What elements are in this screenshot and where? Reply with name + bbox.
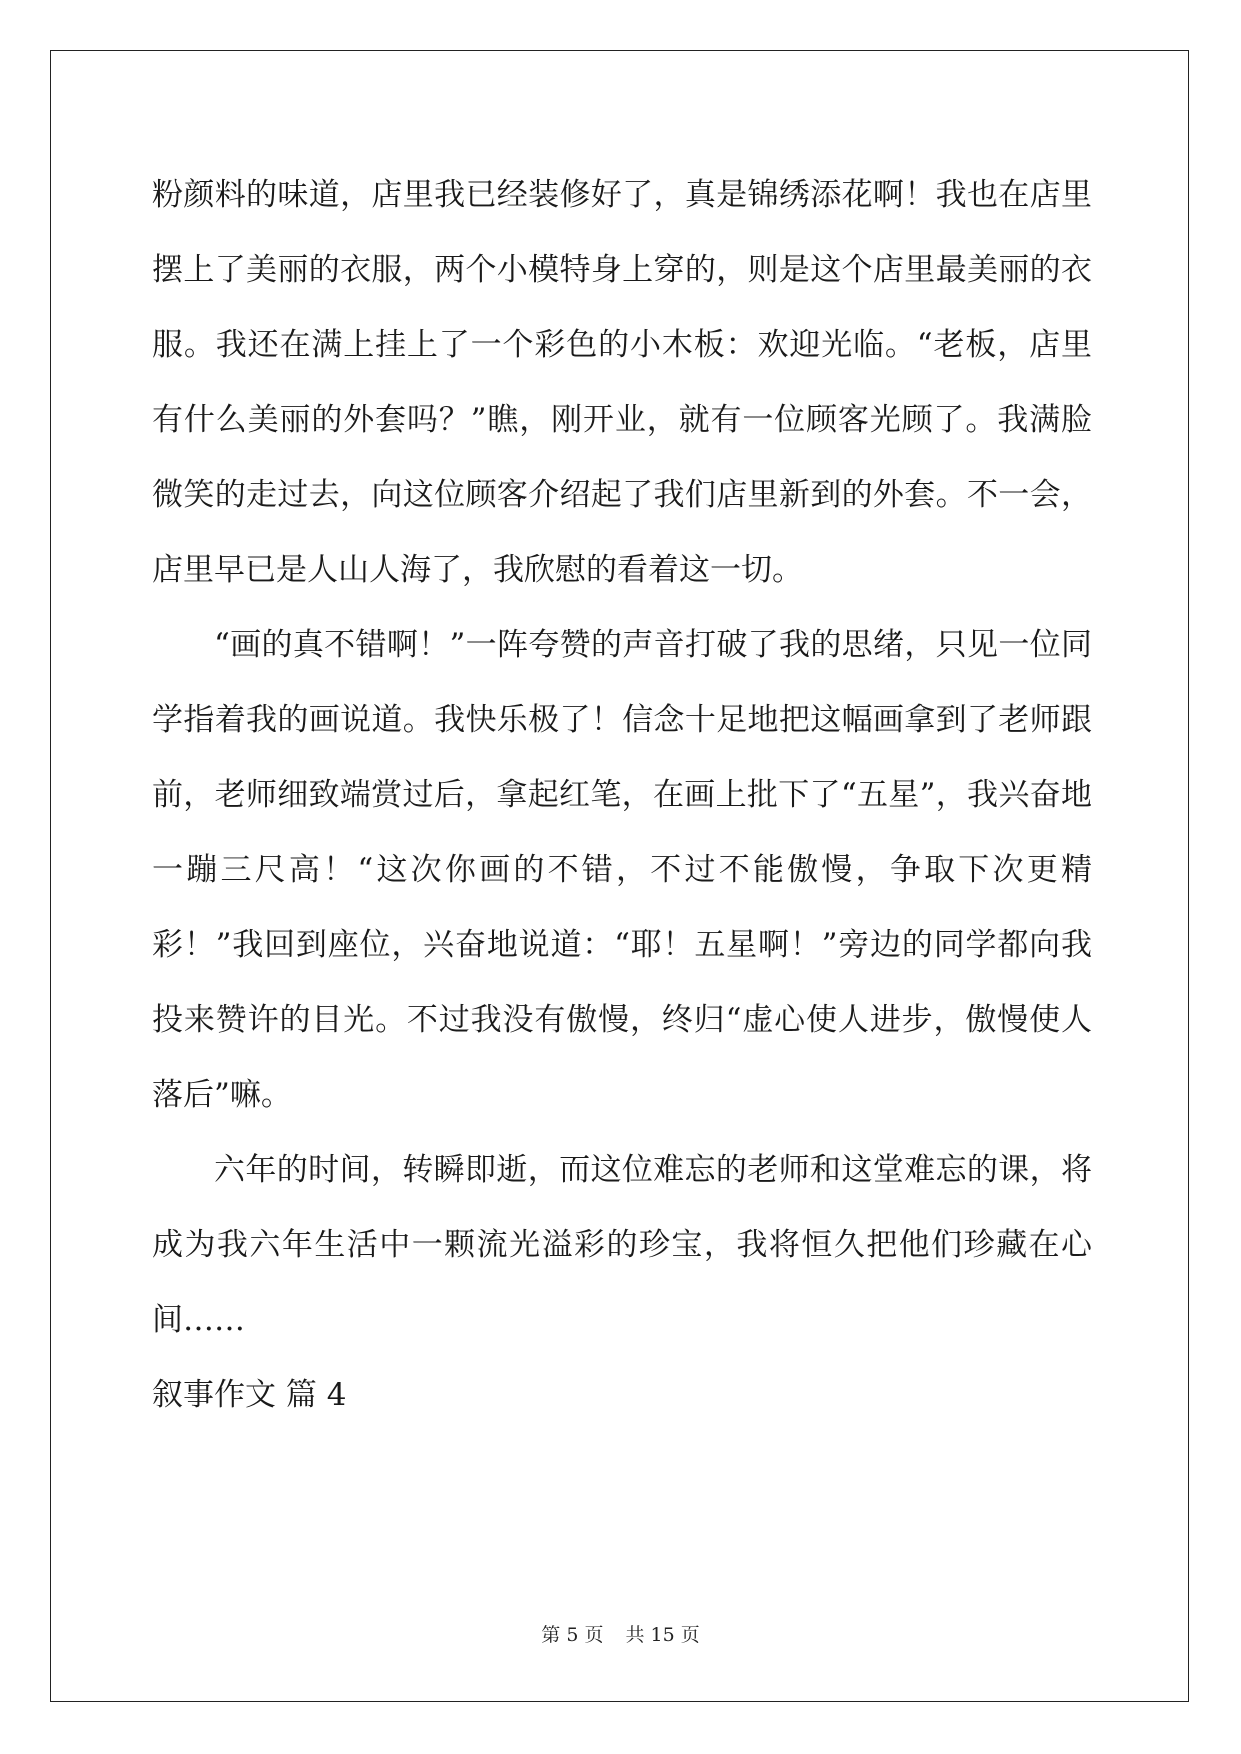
page-footer (0, 1620, 1241, 1647)
paragraph-2: “画的真不错啊！”一阵夸赞的声音打破了我的思绪，只见一位同学指着我的画说道。我快乐极了！信念十足地把这幅画拿到了老师跟前，老师细致端赏过后，拿起红笔，在画上批下了“五星”，我兴奋地一蹦三尺高！“这次你画的不错，不过不能傲慢，争取下次更精彩！”我回到座位，兴奋地说道：“耶！五星啊！”旁边的同学都向我投来赞许的目光。不过我没有傲慢，终归“虚心使人进步，傲慢使人落后”嘛。 (152, 627, 1092, 1113)
section-heading: 叙事作文 篇 4 (152, 1377, 347, 1413)
paragraph-1: 粉颜料的味道，店里我已经装修好了，真是锦绣添花啊！我也在店里摆上了美丽的衣服，两个小模特身上穿的，则是这个店里最美丽的衣服。我还在满上挂上了一个彩色的小木板：欢迎光临。“老板，店里有什么美丽的外套吗？”瞧，刚开业，就有一位顾客光顾了。我满脸微笑的走过去，向这位顾客介绍起了我们店里新到的外套。不一会，店里早已是人山人海了，我欣慰的看着这一切。 (152, 177, 1092, 588)
page-total: 共 15 页 (625, 1624, 700, 1646)
paragraph-3: 六年的时间，转瞬即逝，而这位难忘的老师和这堂难忘的课，将成为我六年生活中一颗流光溢彩的珍宝，我将恒久把他们珍藏在心间…… (152, 1152, 1092, 1338)
document-body (152, 158, 1092, 1433)
page-number: 第 5 页 (541, 1624, 604, 1646)
